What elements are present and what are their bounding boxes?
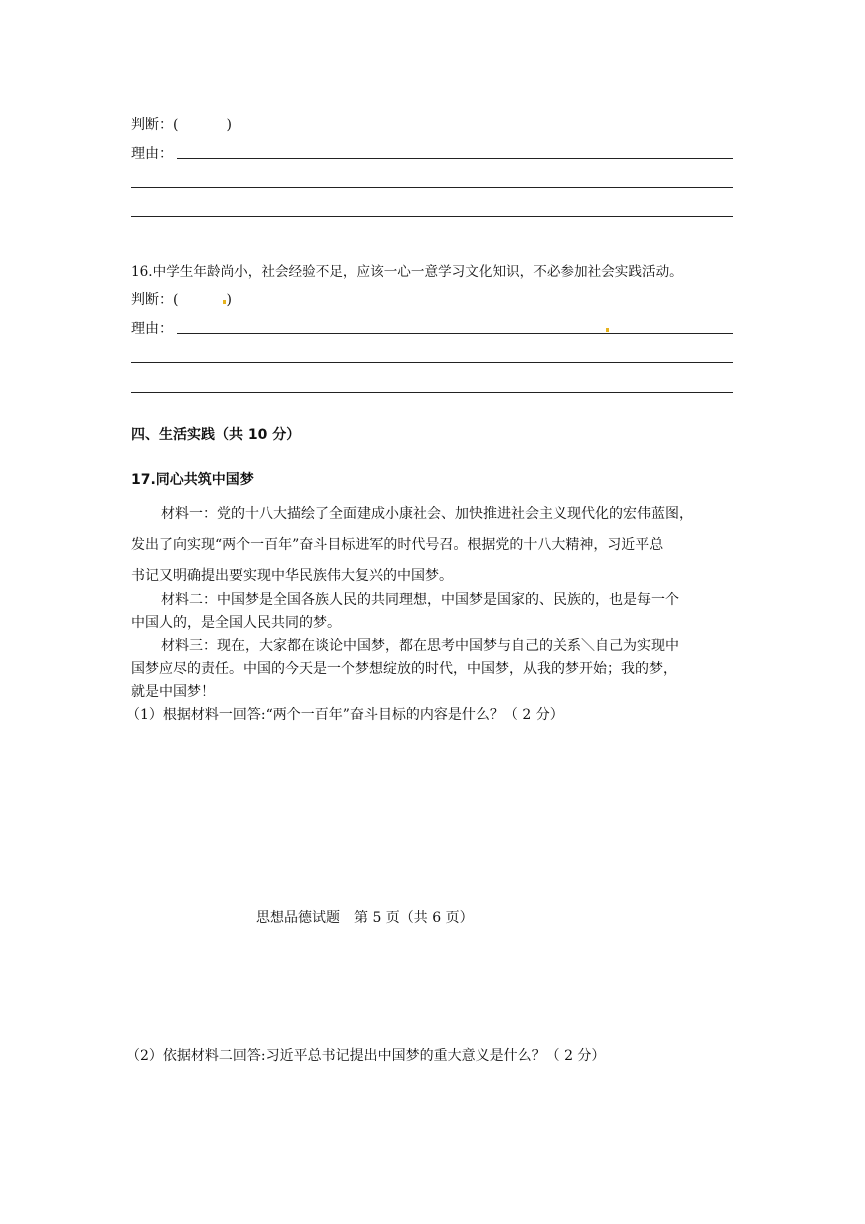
q15-answer-line-2[interactable] [131,187,733,188]
scan-mark-2 [606,328,609,332]
material1-line-2: 发出了向实现“两个一百年”奋斗目标进军的时代号召。根据党的十八大精神，习近平总 [131,537,664,553]
q17-title: 17.同心共筑中国梦 [131,472,254,488]
section-title: 四、生活实践（共 10 分） [131,427,301,443]
q15-answer-line-1[interactable] [177,158,733,159]
q15-judge-label: 判断：( ) [131,117,232,133]
material1-line-1: 材料一：党的十八大描绘了全面建成小康社会、加快推进社会主义现代化的宏伟蓝图， [161,506,693,522]
q16-judge-label: 判断：( ) [131,292,232,308]
page-footer: 思想品德试题 第 5 页（共 6 页） [256,910,474,926]
scan-mark-1 [223,300,226,304]
material3-line-1: 材料三：现在，大家都在谈论中国梦，都在思考中国梦与自己的关系＼自己为实现中 [161,638,679,654]
q16-answer-line-2[interactable] [131,362,733,363]
q16-answer-line-1[interactable] [177,333,733,334]
q17-sub1: （1）根据材料一回答:“两个一百年”奋斗目标的内容是什么？（ 2 分） [126,707,564,723]
material2-line-1: 材料二：中国梦是全国各族人民的共同理想，中国梦是国家的、民族的，也是每一个 [161,592,679,608]
material2-line-2: 中国人的，是全国人民共同的梦。 [131,615,341,631]
q16-statement: 16.中学生年龄尚小，社会经验不足，应该一心一意学习文化知识，不必参加社会实践活动。 [131,264,683,280]
material1-line-3: 书记又明确提出要实现中华民族伟大复兴的中国梦。 [131,568,453,584]
q15-reason-label: 理由： [131,146,173,162]
material3-line-2: 国梦应尽的责任。中国的今天是一个梦想绽放的时代，中国梦，从我的梦开始；我的梦， [131,661,677,677]
q17-sub2: （2）依据材料二回答:习近平总书记提出中国梦的重大意义是什么？（ 2 分） [126,1048,606,1064]
material3-line-3: 就是中国梦！ [131,684,215,700]
q16-answer-line-3[interactable] [131,392,733,393]
q15-answer-line-3[interactable] [131,216,733,217]
q16-reason-label: 理由： [131,321,173,337]
